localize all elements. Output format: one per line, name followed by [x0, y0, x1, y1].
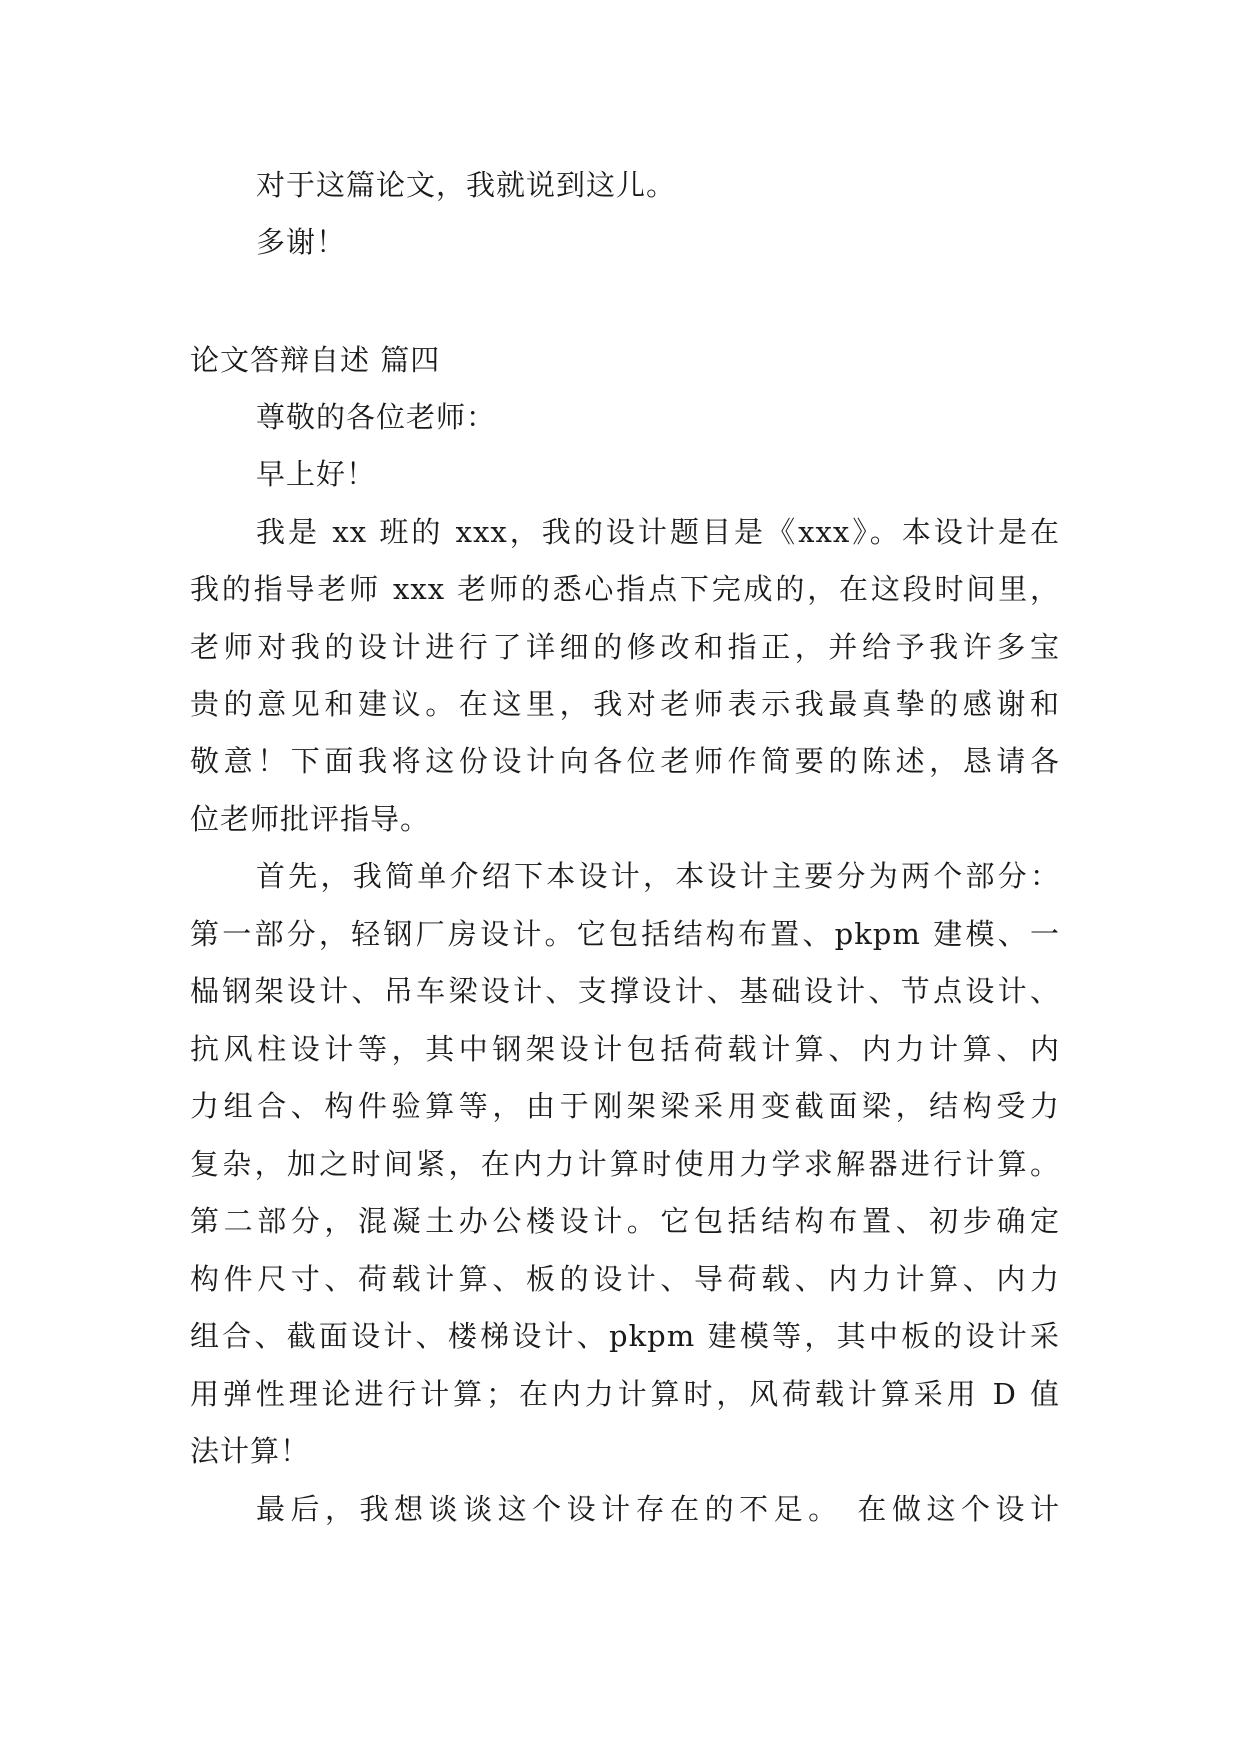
- para2-line-4: 抗风柱设计等，其中钢架设计包括荷载计算、内力计算、内: [190, 1032, 1060, 1066]
- para2-line-3: 榀钢架设计、吊车梁设计、支撑设计、基础设计、节点设计、: [190, 974, 1060, 1008]
- para2-line-7: 第二部分，混凝土办公楼设计。它包括结构布置、初步确定: [190, 1204, 1060, 1238]
- para1-line-5: 敬意！下面我将这份设计向各位老师作简要的陈述，恳请各: [190, 744, 1060, 778]
- para1-line-2: 我的指导老师 xxx 老师的悉心指点下完成的，在这段时间里，: [190, 572, 1060, 606]
- para2-line-2: 第一部分，轻钢厂房设计。它包括结构布置、pkpm 建模、一: [190, 917, 1060, 951]
- para2-line-6: 复杂，加之时间紧，在内力计算时使用力学求解器进行计算。: [190, 1147, 1060, 1181]
- closing-line-2: 多谢！: [256, 225, 347, 259]
- salutation: 尊敬的各位老师：: [256, 400, 497, 434]
- para2-line-1: 首先，我简单介绍下本设计，本设计主要分为两个部分：: [256, 859, 1060, 893]
- para2-line-10: 用弹性理论进行计算；在内力计算时，风荷载计算采用 D 值: [190, 1377, 1060, 1411]
- para3-line-1: 最后，我想谈谈这个设计存在的不足。 在做这个设计: [256, 1492, 1060, 1526]
- greeting: 早上好！: [256, 457, 377, 491]
- para1-line-6: 位老师批评指导。: [190, 802, 431, 836]
- section-heading: 论文答辩自述 篇四: [190, 343, 441, 377]
- para2-line-8: 构件尺寸、荷载计算、板的设计、导荷载、内力计算、内力: [190, 1262, 1060, 1296]
- para1-line-1: 我是 xx 班的 xxx，我的设计题目是《xxx》。本设计是在: [256, 515, 1060, 549]
- para1-line-3: 老师对我的设计进行了详细的修改和指正，并给予我许多宝: [190, 630, 1060, 664]
- para2-line-5: 力组合、构件验算等，由于刚架梁采用变截面梁，结构受力: [190, 1089, 1060, 1123]
- para1-line-4: 贵的意见和建议。在这里，我对老师表示我最真挚的感谢和: [190, 687, 1060, 721]
- para2-line-11: 法计算！: [190, 1434, 311, 1468]
- para2-line-9: 组合、截面设计、楼梯设计、pkpm 建模等，其中板的设计采: [190, 1319, 1060, 1353]
- closing-line-1: 对于这篇论文，我就说到这儿。: [256, 168, 677, 202]
